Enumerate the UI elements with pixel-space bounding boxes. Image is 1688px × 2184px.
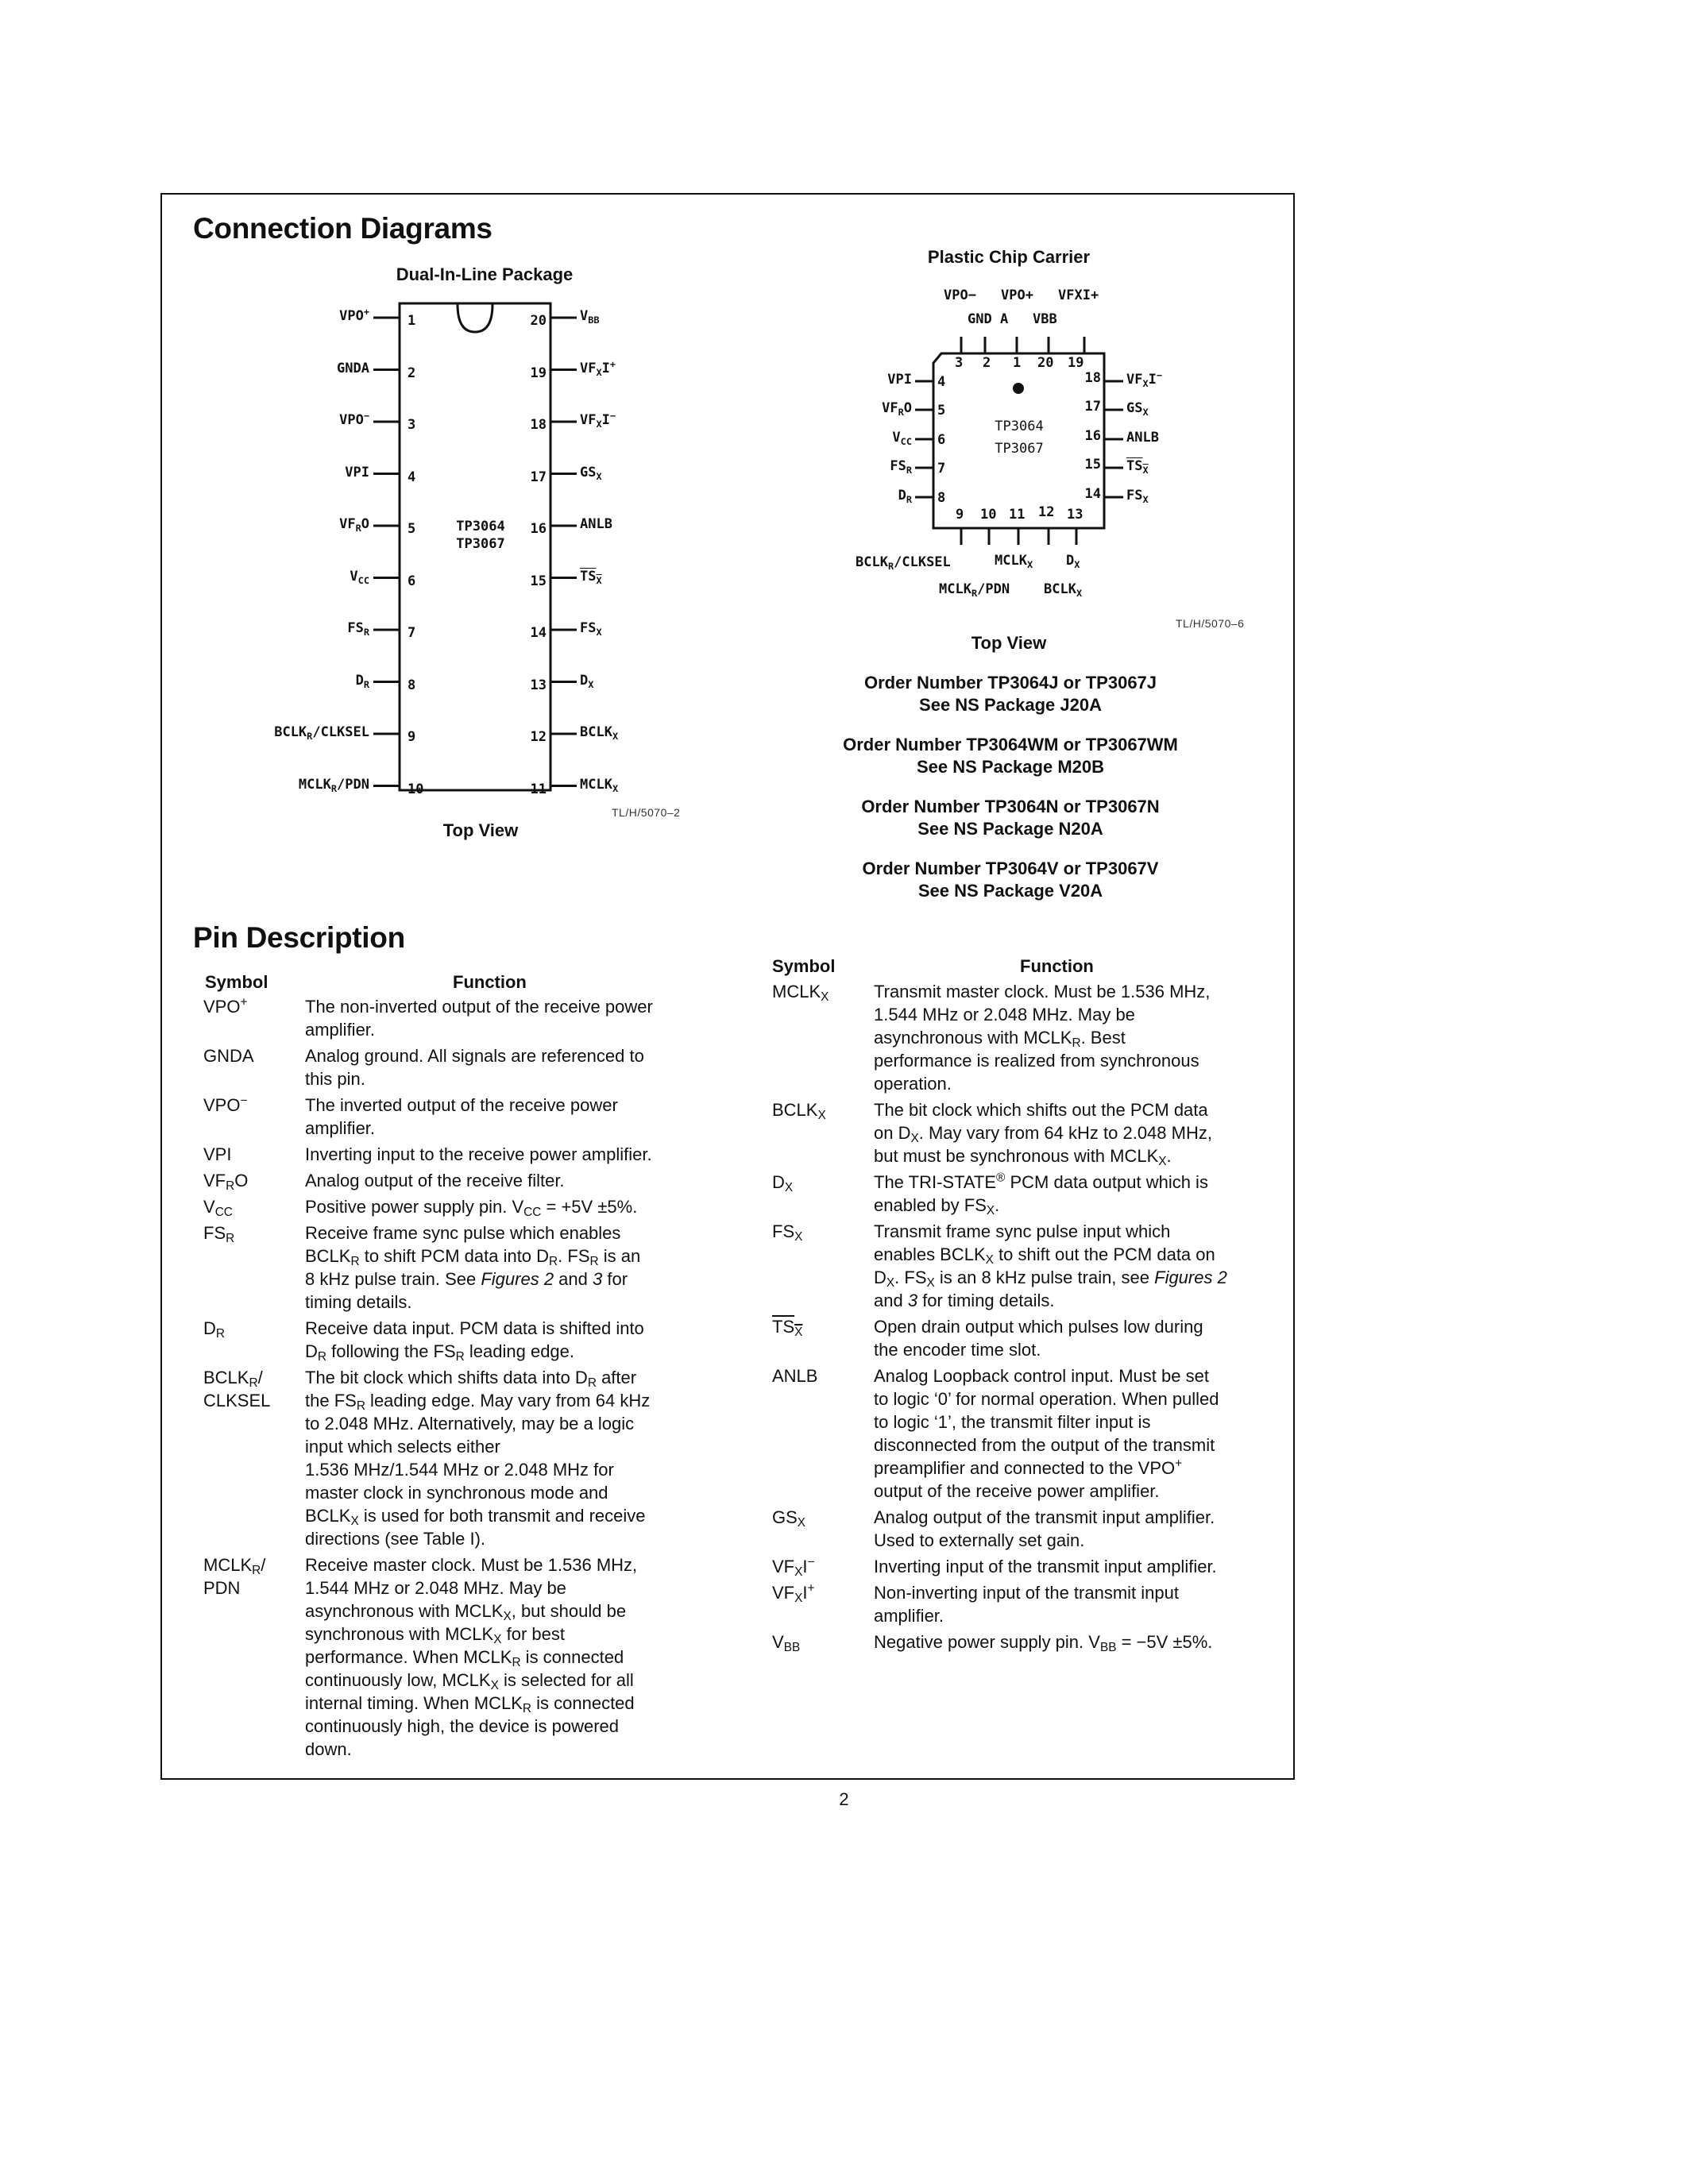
plcc-pin-label: VPI — [887, 372, 912, 388]
pin-function: Analog output of the receive filter. — [305, 1171, 565, 1190]
plcc-pin-number: 8 — [937, 490, 946, 506]
pin-symbol: VPO+ — [203, 995, 248, 1017]
plcc-pin-number: 1 — [1013, 355, 1022, 371]
dip-pin-label: $VF_XI^-$ — [580, 410, 616, 430]
plcc-pin-number: 2 — [983, 355, 991, 371]
plcc-bottom-label: $D_X$ — [1066, 553, 1080, 570]
dip-pin-label: GNDA — [337, 360, 369, 376]
pin-symbol: $MCLK_X$ — [772, 982, 829, 1004]
pin-function: Analog output of the transmit input amplifier. Used to externally set gain. — [874, 1507, 1215, 1550]
dip-pin-label: VPO+ — [339, 306, 369, 324]
pin-function: Inverting input of the transmit input amplifier. — [874, 1557, 1217, 1576]
dip-pin-label: $VF_XI^+$ — [580, 357, 616, 378]
plcc-pin-number: 18 — [1084, 370, 1101, 386]
plcc-pin-number: 14 — [1084, 486, 1101, 502]
pin-function: The TRI-STATE® PCM data output which is enabled by $FS_X$. — [874, 1171, 1208, 1217]
plcc-top-label: VPO+ — [1001, 287, 1033, 303]
connection-diagrams-heading: Connection Diagrams — [193, 212, 492, 245]
dip-pin-label: $V_{CC}$ — [350, 568, 369, 586]
dip-pin-number: 13 — [530, 677, 547, 693]
dip-pin-label: $BCLK_X$ — [580, 724, 619, 742]
dip-pin-number: 12 — [530, 729, 547, 745]
plcc-pin-label: $D_R$ — [898, 488, 912, 505]
dip-pin-label: $D_R$ — [355, 672, 369, 690]
plcc-tl-code: TL/H/5070–6 — [1176, 617, 1245, 630]
plcc-bottom-label: $MCLK_R$/PDN — [939, 581, 1010, 599]
plcc-pin-number: 6 — [937, 432, 946, 448]
dip-pin-number: 1 — [408, 313, 416, 329]
dip-pin-label: $TS_X$ — [580, 568, 602, 586]
plcc-top-label: GND A — [968, 311, 1009, 327]
function-header: Function — [1020, 956, 1094, 976]
pin-symbol: $D_R$ — [203, 1318, 226, 1341]
plcc-pin-label: $VF_XI^-$ — [1126, 369, 1163, 389]
pin-function: The inverted output of the receive power amplifier. — [305, 1095, 618, 1138]
dip-pin-number: 8 — [408, 677, 416, 693]
pin-symbol: $TS_X$ — [772, 1317, 803, 1339]
dip-pin-label: $MCLK_R$/PDN — [298, 776, 369, 794]
pin-function: Negative power supply pin. $V_{BB} = -5V \pm 5\%$. — [874, 1632, 1213, 1654]
pin-function: Receive data input. PCM data is shifted into $D_R$ following the $FS_R$ leading edge. — [305, 1318, 644, 1364]
dip-pin-number: 17 — [530, 469, 547, 485]
dip-pin-label: $V_{BB}$ — [580, 308, 600, 326]
package-line: See NS Package N20A — [917, 819, 1103, 839]
pin-symbol: $FS_R$ — [203, 1223, 235, 1245]
dip-pin-label: ANLB — [580, 516, 612, 532]
plcc-pin-number: 5 — [937, 403, 946, 419]
pin-symbol: $BCLK_R/$ CLKSEL — [203, 1368, 271, 1410]
plcc-top-view: Top View — [971, 633, 1047, 653]
plcc-pin-number: 17 — [1084, 399, 1101, 415]
pin-symbol: VPI — [203, 1144, 232, 1164]
pin-symbol: $FS_X$ — [772, 1221, 803, 1244]
pin-function: Inverting input to the receive power amplifier. — [305, 1144, 652, 1164]
pin-function: Positive power supply pin. $V_{CC} = +5V \pm 5\%$. — [305, 1197, 638, 1219]
dip-pin-number: 6 — [408, 573, 416, 589]
dip-pin-label: $GS_X$ — [580, 464, 602, 482]
plcc-chip-label — [983, 415, 1055, 460]
dip-pin-number: 19 — [530, 365, 547, 381]
plcc-bottom-label: $MCLK_X$ — [995, 553, 1033, 570]
pin-symbol: $MCLK_R/$ PDN — [203, 1555, 266, 1598]
plcc-chip-line2: TP3067 — [995, 441, 1044, 457]
pin-description-heading: Pin Description — [193, 921, 405, 954]
plcc-pin-number: 12 — [1038, 504, 1055, 520]
order-line: Order Number TP3064J or TP3067J — [863, 673, 1157, 693]
pin-function: Non-inverting input of the transmit input amplifier. — [874, 1583, 1179, 1626]
plcc-pin-label: $V_{CC}$ — [892, 430, 912, 447]
symbol-header: Symbol — [772, 956, 836, 976]
plcc-pin-label: $FS_X$ — [1126, 488, 1149, 505]
plcc-top-label: VBB — [1033, 311, 1057, 327]
pin-function: Receive master clock. Must be 1.536 MHz, 1.544 MHz or 2.048 MHz. May be asynchronous with $MCLK_X$, but should be synchronous with $MCLK_X$ for best performance. When $MCLK_R$ is connected continuously low, $MCLK_X$ is selected for all internal timing. When $MCLK_R$ is connected continuously high, the device is powered down. — [305, 1555, 638, 1759]
dip-pin-label: VPI — [345, 464, 369, 480]
pin-function: Analog ground. All signals are referenced to this pin. — [305, 1046, 644, 1089]
pin-function: The non-inverted output of the receive power amplifier. — [305, 997, 653, 1040]
dip-pin-label: $BCLK_R$/CLKSEL — [274, 724, 369, 742]
plcc-top-label: VPO− — [944, 287, 976, 303]
pin-function: Open drain output which pulses low during the encoder time slot. — [874, 1317, 1203, 1360]
pin-symbol: $V_{CC}$ — [203, 1197, 233, 1219]
order-line: Order Number TP3064N or TP3067N — [861, 797, 1160, 816]
pin-function: The bit clock which shifts data into $D_R$ after the $FS_R$ leading edge. May vary from 64 kHz to 2.048 MHz. Alternatively, may be a logic input which selects either 1.536 MHz/1.544 MHz or 2.048 MHz for master clock in synchronous mode and $BCLK_X$ is used for both transmit and receive directions (see Table I). — [305, 1368, 651, 1549]
package-line: See NS Package M20B — [916, 757, 1105, 777]
dip-pin-number: 11 — [530, 781, 547, 797]
plcc-pin-label: $TS_X$ — [1126, 458, 1149, 476]
symbol-header: Symbol — [205, 972, 268, 992]
plcc-pin-number: 20 — [1037, 355, 1054, 371]
dip-pin-number: 20 — [530, 313, 547, 329]
dip-chip-line1: TP3064 — [456, 519, 505, 534]
plcc-pin-number: 3 — [955, 355, 964, 371]
dip-pin-number: 15 — [530, 573, 547, 589]
pin-symbol: $GS_X$ — [772, 1507, 806, 1530]
plcc-pin-number: 16 — [1084, 428, 1101, 444]
pin-function: Transmit master clock. Must be 1.536 MHz, 1.544 MHz or 2.048 MHz. May be asynchronous with $MCLK_R$. Best performance is realized from synchronous operation. — [874, 982, 1211, 1094]
dip-pin-label: $MCLK_X$ — [580, 776, 619, 794]
dip-pin-number: 4 — [408, 469, 416, 485]
dip-pin-number: 2 — [408, 365, 416, 381]
pin-symbol: ANLB — [772, 1366, 818, 1386]
pin-symbol: $BCLK_X$ — [772, 1100, 826, 1122]
package-line: See NS Package J20A — [919, 695, 1102, 715]
dip-pin-label: $FS_X$ — [580, 620, 602, 638]
plcc-pin-number: 13 — [1067, 507, 1083, 523]
dip-top-view: Top View — [442, 820, 519, 840]
pin-symbol: $VF_RO$ — [203, 1171, 249, 1193]
dip-pin-number: 3 — [408, 417, 416, 433]
plcc-pin-number: 11 — [1009, 507, 1026, 523]
plcc-chip-line1: TP3064 — [995, 419, 1044, 434]
plcc-pin-label: ANLB — [1126, 430, 1159, 446]
plcc-bottom-label: $BCLK_X$ — [1044, 581, 1083, 599]
plcc-bottom-label: $BCLK_R$/CLKSEL — [856, 554, 951, 572]
order-block — [772, 734, 1249, 778]
plcc-top-label: VFXI+ — [1058, 287, 1099, 303]
plcc-pin-label: $FS_R$ — [890, 458, 912, 476]
dip-pin-label: $FS_R$ — [347, 620, 369, 638]
order-block — [772, 796, 1249, 840]
pin-symbol: $VF_XI^+$ — [772, 1581, 815, 1605]
pin-symbol: $V_{BB}$ — [772, 1632, 801, 1654]
order-line: Order Number TP3064V or TP3067V — [862, 859, 1159, 878]
dip-pin-number: 16 — [530, 521, 547, 537]
plcc-pin-label: $VF_RO$ — [882, 400, 912, 418]
pin-function: Transmit frame sync pulse input which enables $BCLK_X$ to shift out the PCM data on $D_X$. $FS_X$ is an 8 kHz pulse train, see Figures 2 and 3 for timing details. — [874, 1221, 1227, 1310]
dip-pin-number: 7 — [408, 625, 416, 641]
dip-pin-label: VPO− — [339, 410, 369, 428]
plcc-pin-number: 4 — [937, 374, 946, 390]
dip-pin-number: 14 — [530, 625, 547, 641]
pin-symbol: GNDA — [203, 1046, 254, 1066]
dip-title: Dual-In-Line Package — [396, 264, 574, 284]
pin-function: The bit clock which shifts out the PCM data on $D_X$. May vary from 64 kHz to 2.048 MHz, but must be synchronous with $MCLK_X$. — [874, 1100, 1212, 1168]
order-block — [772, 858, 1249, 902]
dip-pin-label: $VF_RO$ — [339, 516, 369, 534]
dip-chip-line2: TP3067 — [456, 536, 505, 552]
plcc-pin-number: 15 — [1084, 457, 1101, 473]
dip-pin-number: 9 — [408, 729, 416, 745]
pin-symbol: $VF_XI^-$ — [772, 1555, 815, 1579]
dip-pin-number: 18 — [530, 417, 547, 433]
pin-function: Receive frame sync pulse which enables $BCLK_R$ to shift PCM data into $D_R$. $FS_R$ is an 8 kHz pulse train. See Figures 2 and 3 for timing details. — [305, 1223, 641, 1312]
page-number: 2 — [839, 1789, 849, 1809]
dip-pin-number: 10 — [408, 781, 424, 797]
pin-function: Analog Loopback control input. Must be set to logic ‘0’ for normal operation. When pulled to logic ‘1’, the transmit filter input is disconnected from the output of the transmit preamplifier and connected to the VPO+ output of the receive power amplifier. — [874, 1366, 1219, 1501]
dip-tl-code: TL/H/5070–2 — [612, 806, 681, 819]
dip-pin-label: $D_X$ — [580, 672, 594, 690]
plcc-title: Plastic Chip Carrier — [927, 247, 1091, 267]
plcc-pin-number: 9 — [956, 507, 964, 523]
function-header: Function — [453, 972, 527, 992]
pin-symbol: $D_X$ — [772, 1172, 794, 1194]
package-line: See NS Package V20A — [917, 881, 1103, 901]
order-line: Order Number TP3064WM or TP3067WM — [843, 735, 1178, 754]
plcc-pin-number: 10 — [980, 507, 997, 523]
pin-symbol: VPO− — [203, 1094, 248, 1115]
plcc-pin-number: 19 — [1068, 355, 1084, 371]
order-block — [772, 672, 1249, 716]
dip-pin-number: 5 — [408, 521, 416, 537]
plcc-pin-number: 7 — [937, 461, 946, 477]
plcc-pin-label: $GS_X$ — [1126, 400, 1149, 418]
